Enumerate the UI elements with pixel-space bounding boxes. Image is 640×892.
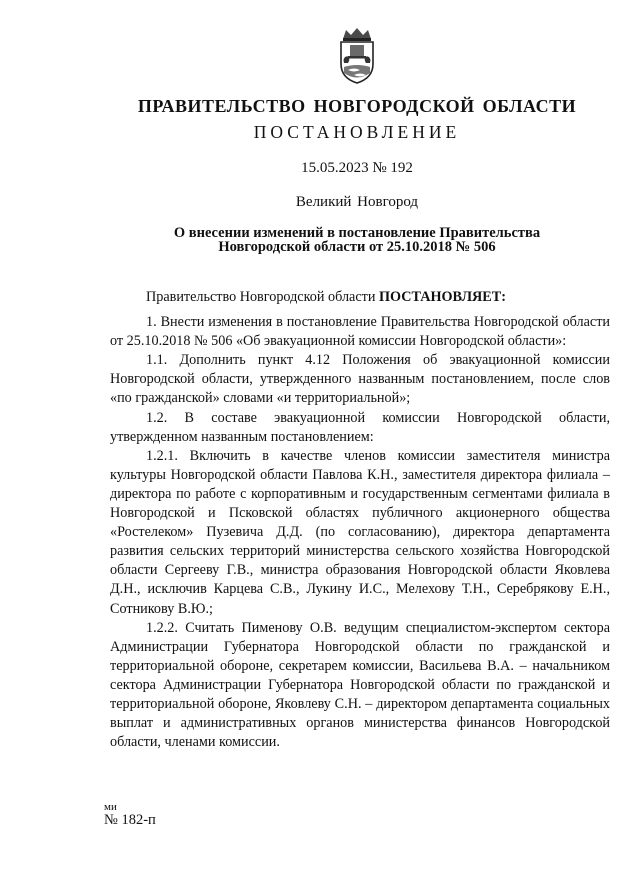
footer-initials: ми (104, 801, 117, 813)
document-city: Великий Новгород (295, 194, 419, 210)
government-title: ПРАВИТЕЛЬСТВО НОВГОРОДСКОЙ ОБЛАСТИ (137, 96, 577, 116)
subject-line-1: О внесении изменений в постановление Правительства (173, 225, 541, 241)
novgorod-coat-of-arms-icon (334, 26, 380, 84)
footer-document-number: № 182-п (104, 812, 156, 828)
document-date-number: 15.05.2023 № 192 (301, 160, 413, 176)
paragraph-1-2-2: 1.2.2. Считать Пименову О.В. ведущим специалистом-экспертом сектора Администрации Губернатора Новгородской области по гражданской и территориальной обороне, секретарем комиссии, Васильева В.А. – начальником сектора Администрации Губернатора Новгородской области по гражданской и территориальной обороне, Яковлеву С.Н. – директором департамента социальных выплат и административных органов министерства финансов Новгородской области, членами комиссии. (110, 619, 610, 751)
intro-paragraph (110, 288, 610, 307)
paragraph-1-2: 1.2. В составе эвакуационной комиссии Новгородской области, утвержденном названным постановлением: (110, 409, 610, 445)
intro-text: Правительство Новгородской области (146, 289, 379, 305)
document-subject (140, 226, 574, 254)
paragraph-1: 1. Внести изменения в постановление Правительства Новгородской области от 25.10.2018 № 506 «Об эвакуационной комиссии Новгородской области»: (110, 314, 610, 350)
document-type: ПОСТАНОВЛЕНИЕ (253, 122, 461, 142)
paragraph-1-2-1: 1.2.1. Включить в качестве членов комиссии заместителя министра культуры Новгородской области Павлова К.Н., заместителя директора филиала – директора по работе с корпоративным и государственным сегментами филиала в Новгородской и Псковской областях публичного акционерного общества «Ростелеком» Пузевича Д.Д. (по согласованию), директора департамента развития сельских территорий министерства сельского хозяйства Новгородской области Сергееву Г.В., министра образования Новгородской области Яковлева Д.Н., исключив Карцева С.В., Лукину И.С., Мелехову Т.Н., Серебрякову Е.Н., Сотникову В.Ю.; (110, 447, 610, 617)
paragraph-1-1: 1.1. Дополнить пункт 4.12 Положения об эвакуационной комиссии Новгородской области, утвержденного названным постановлением, после слов «по гражданской» словами «и территориальной»; (110, 352, 610, 407)
subject-line-2: Новгородской области от 25.10.2018 № 506 (218, 239, 496, 255)
intro-keyword: ПОСТАНОВЛЯЕТ: (378, 289, 506, 305)
document-body (110, 288, 610, 752)
